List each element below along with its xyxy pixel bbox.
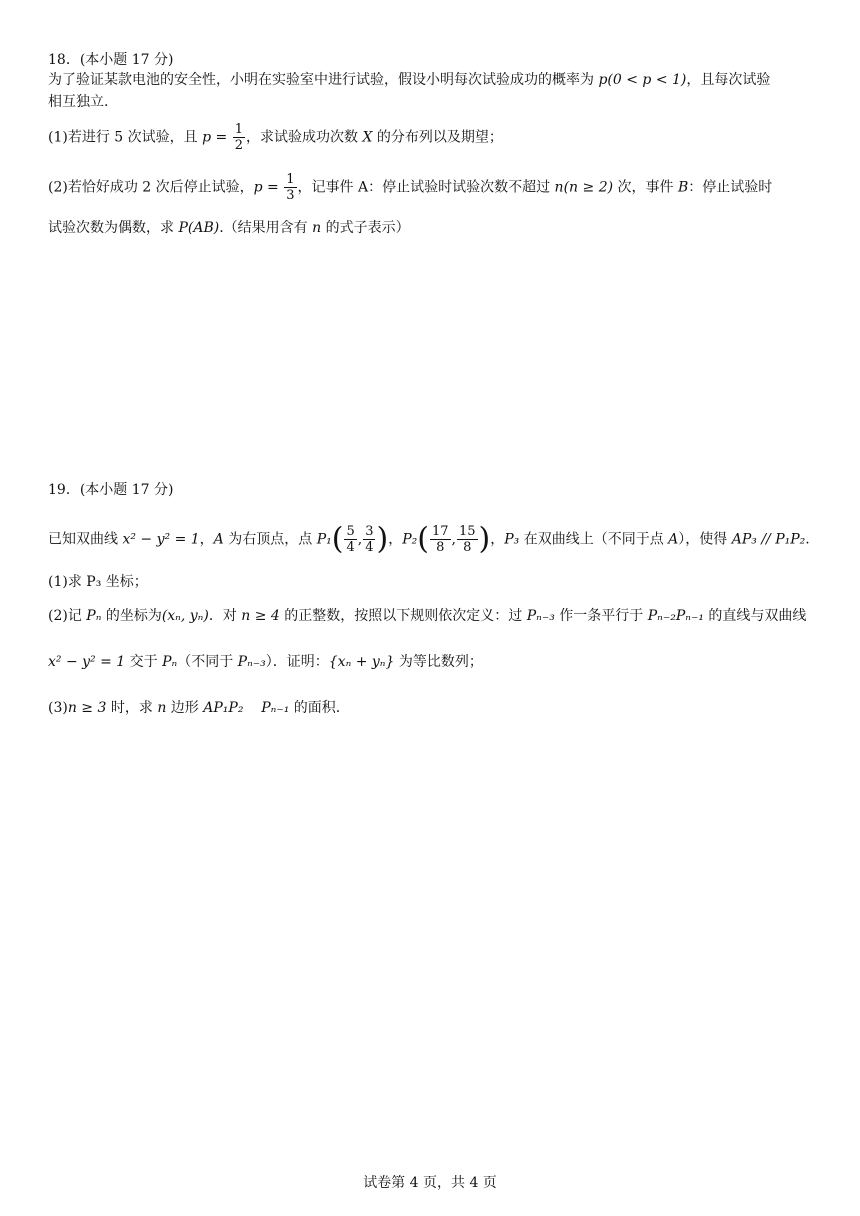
q19-part3-text: (3) xyxy=(48,700,68,716)
q19-comma: ， xyxy=(199,531,214,548)
q18-intro-line-1 xyxy=(48,70,820,90)
q19-header xyxy=(48,480,820,500)
q19-part-1 xyxy=(48,572,820,592)
q18-part2-var-n: n xyxy=(554,179,564,196)
page-number-text: 试卷第 4 页，共 4 页 xyxy=(363,1175,497,1191)
fraction-denominator: 8 xyxy=(436,540,445,555)
q18-part2-text-4: ：停止试验时 xyxy=(688,179,773,196)
q19-part3-text-4: 的面积. xyxy=(289,700,341,716)
q18-part2-event-b: B xyxy=(677,179,689,196)
q19-part2-condition: n ≥ 4 xyxy=(241,608,280,624)
q18-part2-fraction xyxy=(284,172,296,203)
fraction-numerator: 3 xyxy=(365,524,374,539)
fraction-numerator: 17 xyxy=(431,524,449,539)
q18-part2-equals: = xyxy=(262,179,284,196)
q19-separator: ， xyxy=(388,531,403,548)
q19-header-text: 19．(本小题 17 分) xyxy=(48,482,174,498)
q18-intro-text-2: ，且每次试验 xyxy=(686,72,771,88)
q19-part2-text-7: 交于 xyxy=(125,654,163,670)
right-paren: ) xyxy=(478,521,491,557)
fraction-numerator: 5 xyxy=(346,524,355,539)
q18-intro-text: 为了验证某款电池的安全性，小明在实验室中进行试验，假设小明每次试验成功的概率为 xyxy=(48,72,599,88)
q19-point-a: A xyxy=(213,531,224,548)
q18-part2-var-n-2: n xyxy=(312,220,322,236)
q19-part3-condition: n ≥ 3 xyxy=(67,700,107,716)
q18-part1-equals: = xyxy=(211,129,232,146)
page-footer xyxy=(0,1172,860,1192)
left-paren: ( xyxy=(331,521,344,557)
q19-part3-var-n: n xyxy=(157,700,167,716)
q19-polygon: AP₁P₂ Pₙ₋₁ xyxy=(203,700,290,716)
fraction-denominator: 3 xyxy=(286,188,295,203)
q18-part1-var-p: p xyxy=(202,129,212,146)
q19-point-p1: P₁ xyxy=(316,531,332,548)
q18-part-2-line-1 xyxy=(48,172,820,203)
fraction-denominator: 4 xyxy=(346,540,355,555)
fraction-numerator: 1 xyxy=(234,122,243,137)
q18-part1-fraction xyxy=(233,122,245,153)
q18-part2-text-3: 次，事件 xyxy=(613,179,678,196)
q19-part-3 xyxy=(48,698,820,718)
q19-intro-text-4: ），使得 xyxy=(678,531,732,548)
q19-intro-text: 已知双曲线 xyxy=(48,531,123,548)
q18-part2-text-2: ，记事件 A：停止试验时试验次数不超过 xyxy=(297,179,555,196)
q19-part2-text-6: 的直线与双曲线 xyxy=(703,608,807,624)
q19-hyperbola-equation-2: x² − y² = 1 xyxy=(48,654,126,670)
q19-part-2-line-2 xyxy=(48,652,820,672)
q19-comma-2: ， xyxy=(490,531,505,548)
q18-part2-text-7: 的式子表示） xyxy=(321,220,410,236)
q19-sequence: {xₙ + yₙ} xyxy=(328,654,395,670)
q18-part1-text-3: 的分布列以及期望； xyxy=(372,129,503,146)
q19-part3-text-2: 时，求 xyxy=(106,700,158,716)
q18-header xyxy=(48,50,820,70)
q19-point-pn-3-b: Pₙ₋₃ xyxy=(237,654,266,670)
p2-y-fraction xyxy=(457,524,478,555)
q19-part1-text: (1)求 P₃ 坐标； xyxy=(48,574,148,590)
q19-period: . xyxy=(805,531,810,548)
q18-header-text: 18．(本小题 17 分) xyxy=(48,52,174,68)
q18-part2-var-p: p xyxy=(253,179,263,196)
p1-y-fraction xyxy=(363,524,375,555)
q19-part2-text-9: ）．证明： xyxy=(265,654,329,670)
q18-part1-text: (1)若进行 5 次试验，且 xyxy=(48,129,203,146)
fraction-denominator: 8 xyxy=(463,540,472,555)
q18-part1-var-x: X xyxy=(362,129,373,146)
q19-part-2-line-1 xyxy=(48,606,820,626)
q18-intro-line-2 xyxy=(48,92,820,112)
q19-parallel-condition: AP₃ // P₁P₂ xyxy=(731,531,806,548)
q18-probability-range: p(0 < p < 1) xyxy=(598,72,687,88)
q19-part2-text-10: 为等比数列； xyxy=(394,654,483,670)
fraction-denominator: 2 xyxy=(234,138,243,153)
q19-hyperbola-equation: x² − y² = 1 xyxy=(122,531,200,548)
right-paren: ) xyxy=(376,521,389,557)
q18-part-2-line-2 xyxy=(48,218,820,238)
q18-part2-prob-ab: P(AB) xyxy=(178,220,220,236)
q19-part2-text-4: 的正整数，按照以下规则依次定义：过 xyxy=(279,608,527,624)
fraction-numerator: 15 xyxy=(458,524,476,539)
q19-part2-text: (2)记 xyxy=(48,608,87,624)
q19-intro: 已知双曲线 x² − y² = 1，A 为右顶点，点 P₁( $\frac{5}{4}$ , $\frac{3}{4}$ )，P₂( $\frac{17}{8}$ , $\frac{15}{8}$ )，P₃ 在双曲线上（不同于点 A），使得 AP₃ // P₁P₂. xyxy=(48,521,810,557)
left-paren: ( xyxy=(417,521,429,557)
q18-part1-text-2: ，求试验成功次数 xyxy=(245,129,363,146)
q19-part2-text-2: 的坐标为 xyxy=(101,608,162,624)
fraction-denominator: 4 xyxy=(365,540,374,555)
q19-line-pn2-pn1: Pₙ₋₂Pₙ₋₁ xyxy=(647,608,704,624)
q19-intro-text-2: 为右顶点，点 xyxy=(223,531,317,548)
q18-part2-text: (2)若恰好成功 2 次后停止试验， xyxy=(48,179,254,196)
q18-intro-text-3: 相互独立. xyxy=(48,94,109,110)
q18-part-1 xyxy=(48,122,820,153)
q19-point-pn-b: Pₙ xyxy=(162,654,178,670)
q19-part2-text-3: ．对 xyxy=(208,608,242,624)
q19-point-pn-3: Pₙ₋₃ xyxy=(526,608,555,624)
q19-point-pn: Pₙ xyxy=(86,608,102,624)
q19-intro-text-3: 在双曲线上（不同于点 xyxy=(519,531,669,548)
q18-part2-condition: (n ≥ 2) xyxy=(563,179,614,196)
q19-point-p3: P₃ xyxy=(504,531,520,548)
q19-part3-text-3: 边形 xyxy=(166,700,204,716)
fraction-numerator: 1 xyxy=(286,172,295,187)
q19-point-p2: P₂ xyxy=(402,531,418,548)
p1-x-fraction xyxy=(344,524,356,555)
q18-part2-text-6: .（结果用含有 xyxy=(219,220,313,236)
q19-part2-text-8: （不同于 xyxy=(177,654,238,670)
p2-x-fraction xyxy=(430,524,451,555)
q18-part2-text-5: 试验次数为偶数，求 xyxy=(48,220,179,236)
q19-pn-coordinates: (xₙ, yₙ) xyxy=(161,608,209,624)
q19-point-a-2: A xyxy=(668,531,679,548)
q19-part2-text-5: 作一条平行于 xyxy=(554,608,648,624)
